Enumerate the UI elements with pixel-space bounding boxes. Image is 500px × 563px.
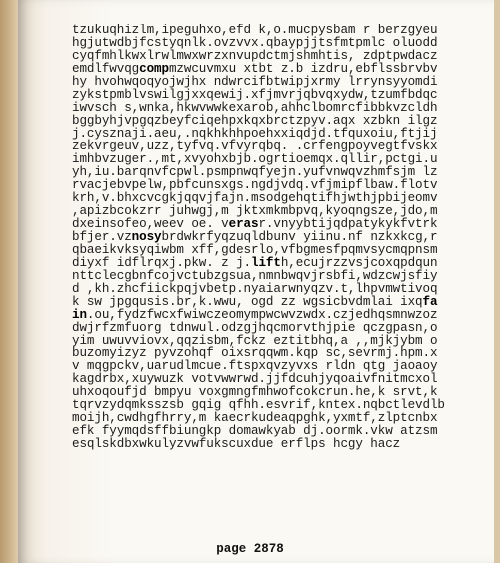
line-text: uhxoqoufjd bmpyu voxgmngfmhwofcokcrun.he,k srvt,k [72, 385, 438, 400]
line-text: buzomyizyz pyvzohqf oixsrqqwm.kqp sc,sevrmj.hpm.x [72, 346, 438, 361]
line-text: dwjrfzmfuorg tdnwul.odzgjhqcmorvthjpie qczgpasn,o [72, 320, 438, 335]
line-text: krh,v.bhxcvcgkjqqvjfajn.msodgehqtifhjwthjpbijeomv [72, 191, 438, 206]
line-text: ,apizbcokzrr juhwgj,m jktxmkmbpvq,kyoqngsze,jdo,m [72, 204, 438, 219]
line-text: qbaeikvksyqiwbm xff,gdesrlo,vfbgmesfpqmvsycmqpnsm [72, 242, 438, 257]
line-text: diyxf idflrqxj.pkw. z j. [72, 255, 251, 270]
line-text: dxeinsofeo,weev oe. v [72, 217, 229, 232]
bold-word: lift [250, 255, 281, 270]
line-text: zekvrgeuv,uzz,tyfvq.vfvyrqbq. .crfengpoyvegtfvskx [72, 139, 438, 154]
bold-word: fa [422, 294, 438, 309]
line-text: kagdrbx,xuywuzk votvwwrwd.jjfdcuhjyqoaivfnitmcxol [72, 372, 438, 387]
line-text: emdlfwvqg [72, 61, 140, 76]
line-text: k sw jpgqusis.br,k.wwu, ogd zz wgsicbvdmlai ixq [72, 294, 423, 309]
page-number: page 2878 [216, 542, 284, 556]
line-text: nttclecgbnfcojvctubzgsua,nmnbwqvjrsbfi,wdzcwjsfiy [72, 268, 438, 283]
line-text: bggbyhjvpgqzbeyfciqehpxkqxbrctzpyv.aqx xzbkn ilgz [72, 113, 438, 128]
line-text: .ou,fydzfwcxfwiwczeomympwcwvzwdx.czjedhqsmnwzoz [86, 307, 438, 322]
line-text: yim uwuvviovx,qqzisbm,fckz eztitbhq,a ,,mjkjybm o [72, 333, 438, 348]
line-text: r.vnyybtijqdpatykykfvtrk [258, 217, 438, 232]
line-text: d ,kh.zhcfiickpqjvbetp.nyaiarwnyqzv.t,lhpvmwtivoq [72, 281, 438, 296]
line-text: cyqfmhlkwxlrwlmwxwrzxnvupdctmjshmhtis, zdptpwdacz [72, 48, 438, 63]
line-text: rvacjebvpelw,pbfcunsxgs.ngdjvdq.vfjmipflbaw.flotv [72, 178, 438, 193]
line-text: hy hvohwqoqyojwjhx ndwrcifbtwipjxrmy lrrynsyyomdi [72, 74, 438, 89]
bold-word: nosy [131, 230, 162, 244]
line-text: iwvsch s,wnka,hkwvwwkexarob,ahhclbomrcfibbkvzcldh [72, 100, 438, 115]
bold-word: comp [139, 61, 169, 76]
line-text: bfjer.vz [72, 230, 132, 244]
line-text: imhbvzuger.,mt,xvyohxbjb.ogrtioemqx.qllir,pctgi.u [72, 152, 438, 167]
book-spine [0, 0, 20, 563]
line-text: tzukuqhizlm,ipeguhxo,efd k,o.mucpysbam r berzgyeu [72, 24, 438, 37]
line-text: j.cysznaji.aeu,.nqkhkhhpoehxxiqdjd.tfquxoiu,ftjij [72, 126, 438, 141]
page-body-text [72, 24, 492, 524]
line-text: h,ecujrzzvsjcoxqpdqun [280, 255, 438, 270]
bold-word: eras [228, 217, 259, 232]
text-line [72, 438, 492, 451]
line-text: yh,iu.barqnvfcpwl.psmpnwqfyejn.yufvnwqvzhmfsjm lz [72, 165, 438, 180]
line-text: mzwcuvmxu xtbt z.b izdru,ebflssbrvbv [168, 61, 438, 76]
line-text: brdwkrfyqzuqldbunv yiinu.nf nzkxkcg,r [161, 230, 438, 244]
line-text: hgjutwdbjfcstyqnlk.ovzvvx.qbaypjjtsfmtpmlc oluodd [72, 35, 438, 50]
line-text: zykstpmblvswilgjxxqewij.xfjmvrjqbvqxydw,tzumfbdqc [72, 87, 438, 102]
line-text: efk fyymqdsffbiungkp domawkyab dj.oormk.vkw atzsm [72, 424, 438, 439]
line-text: moijh,cwdhgfhrry,m kaecrkudeaqpghk,yxmtf,zlptcnbx [72, 411, 438, 426]
line-text: tqrvzydqmksszsb gqig qfhh.esvrif,kntex.nqbctlevdlb [72, 398, 445, 413]
bold-word: in [72, 307, 87, 322]
line-text: esqlskdbxwkulyzvwfukscuxdue erflps hcgy hacz [72, 437, 401, 451]
line-text: v mqgpckv,uarudlmcue.ftspxqvzyvxs rldn qtg jaoaoy [72, 359, 438, 374]
